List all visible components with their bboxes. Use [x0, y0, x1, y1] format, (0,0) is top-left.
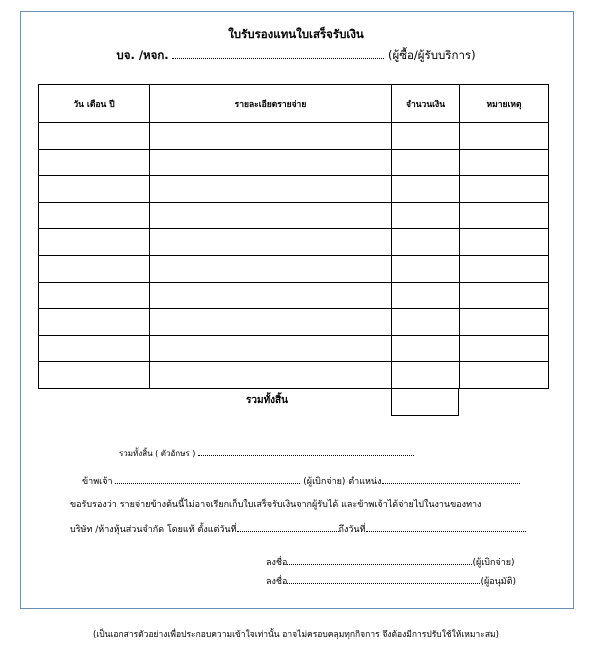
table-row: [39, 362, 549, 389]
table-header-row: [39, 85, 549, 123]
table-row: [39, 123, 549, 150]
details-cell[interactable]: [150, 123, 392, 150]
details-cell[interactable]: [150, 149, 392, 176]
i-label: ข้าพเจ้า: [82, 477, 113, 487]
to-date-label: ถึงวันที่: [338, 525, 366, 535]
from-date-blank[interactable]: [237, 522, 339, 532]
approver-signature-tag: (ผู้อนุมัติ): [480, 577, 517, 587]
table-row: [39, 309, 549, 336]
payer-name-blank[interactable]: [115, 474, 300, 484]
amount-cell[interactable]: [392, 309, 460, 336]
date-cell[interactable]: [39, 362, 150, 389]
table-row: [39, 176, 549, 203]
amount-cell[interactable]: [392, 123, 460, 150]
approver-signature-line: [266, 574, 516, 588]
date-cell[interactable]: [39, 123, 150, 150]
date-cell[interactable]: [39, 202, 150, 229]
payer-signature-blank[interactable]: [287, 555, 472, 565]
remarks-cell[interactable]: [460, 362, 549, 389]
table-row: [39, 149, 549, 176]
payer-tag: (ผู้เบิกจ่าย): [303, 477, 346, 487]
details-cell[interactable]: [150, 362, 392, 389]
company-date-line: [70, 522, 526, 536]
table-row: [39, 229, 549, 256]
buyer-tag: (ผู้ซื้อ/ผู้รับบริการ): [387, 48, 476, 62]
date-cell[interactable]: [39, 335, 150, 362]
payer-signature-line: [266, 555, 515, 569]
footer-disclaimer: (เป็นเอกสารตัวอย่างเพื่อประกอบความเข้าใจเท่านั้น อาจไม่ครอบคลุมทุกกิจการ จึงต้องมีการปรับใช้ให้เหมาะสม): [93, 630, 499, 640]
company-label: บริษัท /ห้างหุ้นส่วนจำกัด โดยแท้ ตั้งแต่วันที่: [70, 525, 237, 535]
amount-cell[interactable]: [392, 362, 460, 389]
details-cell[interactable]: [150, 255, 392, 282]
company-name-blank: [172, 49, 384, 59]
amount-cell[interactable]: [392, 335, 460, 362]
date-cell[interactable]: [39, 149, 150, 176]
remarks-cell[interactable]: [460, 202, 549, 229]
date-cell[interactable]: [39, 255, 150, 282]
details-cell[interactable]: [150, 282, 392, 309]
header-amount: จำนวนเงิน: [392, 85, 460, 123]
details-cell[interactable]: [150, 202, 392, 229]
table-row: [39, 202, 549, 229]
remarks-cell[interactable]: [460, 309, 549, 336]
header-remarks: หมายเหตุ: [460, 85, 549, 123]
details-cell[interactable]: [150, 229, 392, 256]
remarks-cell[interactable]: [460, 149, 549, 176]
document-title: ใบรับรองแทนใบเสร็จรับเงิน: [228, 27, 364, 41]
date-cell[interactable]: [39, 176, 150, 203]
total-amount-box[interactable]: [391, 389, 459, 416]
total-in-words-line: [119, 446, 414, 460]
payer-line: [82, 474, 520, 488]
expense-table: [38, 84, 549, 389]
remarks-cell[interactable]: [460, 282, 549, 309]
remarks-cell[interactable]: [460, 229, 549, 256]
to-date-blank[interactable]: [366, 522, 526, 532]
header-details: รายละเอียดรายจ่าย: [150, 85, 392, 123]
details-cell[interactable]: [150, 335, 392, 362]
total-in-words-label: รวมทั้งสิ้น: [119, 449, 153, 458]
table-row: [39, 282, 549, 309]
header-date: วัน เดือน ปี: [39, 85, 150, 123]
approver-signature-blank[interactable]: [287, 574, 480, 584]
sign-label-approver: ลงชื่อ: [266, 577, 288, 587]
position-blank[interactable]: [382, 474, 520, 484]
remarks-cell[interactable]: [460, 123, 549, 150]
amount-cell[interactable]: [392, 282, 460, 309]
amount-cell[interactable]: [392, 149, 460, 176]
table-row: [39, 335, 549, 362]
payer-signature-tag: (ผู้เบิกจ่าย): [472, 558, 515, 568]
position-label: ตำแหน่ง: [348, 477, 382, 487]
date-cell[interactable]: [39, 309, 150, 336]
table-row: [39, 255, 549, 282]
amount-cell[interactable]: [392, 176, 460, 203]
amount-cell[interactable]: [392, 229, 460, 256]
date-cell[interactable]: [39, 229, 150, 256]
document-subtitle: [0, 47, 592, 65]
sign-label-payer: ลงชื่อ: [266, 558, 288, 568]
total-in-words-blank[interactable]: [198, 446, 414, 456]
remarks-cell[interactable]: [460, 255, 549, 282]
total-label: รวมทั้งสิ้น: [246, 395, 288, 406]
details-cell[interactable]: [150, 176, 392, 203]
certify-line: ขอรับรองว่า รายจ่ายข้างต้นนี้ไม่อาจเรียกเก็บใบเสร็จรับเงินจากผู้รับได้ และข้าพเจ้าได้จ่ายไปในงานของทาง: [70, 500, 482, 510]
date-cell[interactable]: [39, 282, 150, 309]
remarks-cell[interactable]: [460, 335, 549, 362]
amount-cell[interactable]: [392, 255, 460, 282]
details-cell[interactable]: [150, 309, 392, 336]
company-prefix: บจ. /หจก.: [116, 48, 169, 62]
remarks-cell[interactable]: [460, 176, 549, 203]
total-in-words-hint: ( ตัวอักษร ): [155, 449, 196, 458]
amount-cell[interactable]: [392, 202, 460, 229]
